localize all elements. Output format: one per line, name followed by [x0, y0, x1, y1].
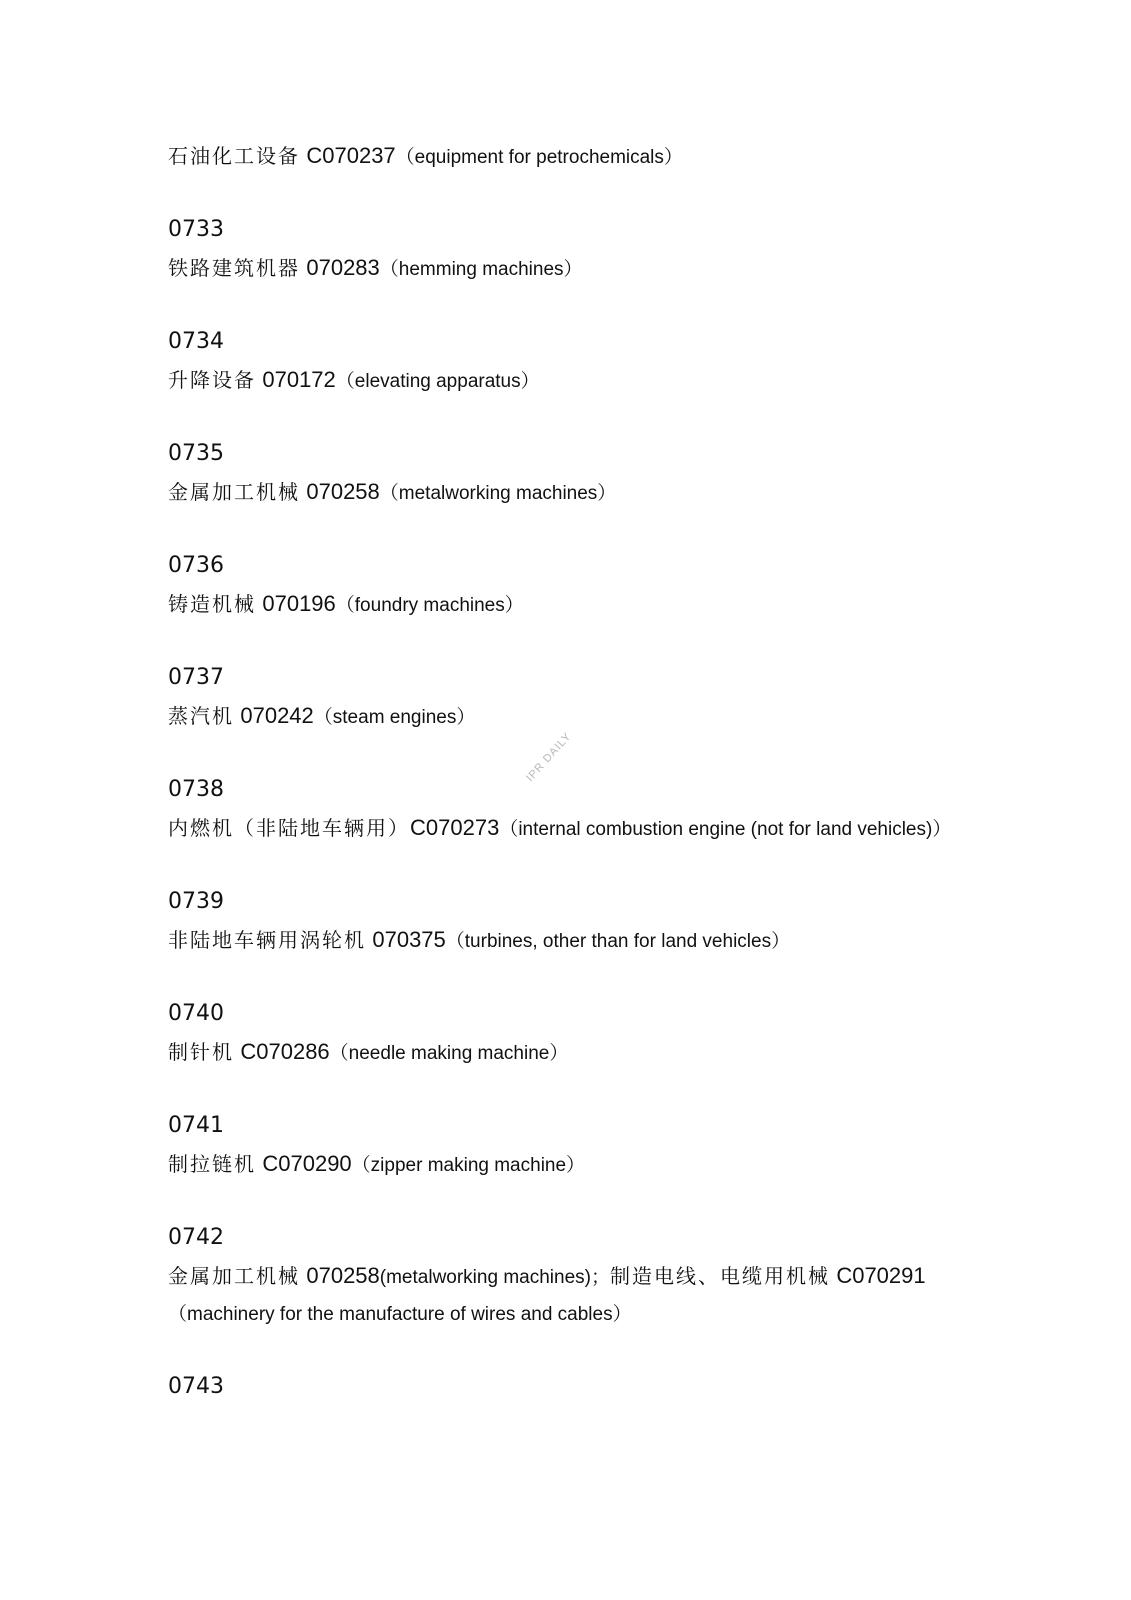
group-code: 0739: [168, 889, 224, 914]
english-term: （elevating apparatus）: [335, 371, 540, 392]
group-code: 0734: [168, 329, 224, 354]
group-code: 0741: [168, 1113, 224, 1138]
class-number: C070273: [410, 815, 500, 840]
class-number: C070237: [306, 143, 396, 168]
entry-line-continuation: [168, 1298, 632, 1330]
chinese-term: 铁路建筑机器: [168, 256, 300, 280]
entry-line: [168, 1261, 926, 1293]
english-term: (metalworking machines)；: [379, 1267, 610, 1288]
class-number-secondary: C070291: [836, 1263, 926, 1288]
chinese-term: 制拉链机: [168, 1152, 256, 1176]
group-code: 0740: [168, 1001, 224, 1026]
entry-line: [168, 925, 790, 957]
chinese-term: 铸造机械: [168, 592, 256, 616]
group-code: 0736: [168, 553, 224, 578]
english-term: （machinery for the manufacture of wires and cables）: [168, 1304, 632, 1325]
chinese-term: 升降设备: [168, 368, 256, 392]
entry-line: [168, 253, 583, 285]
class-number: 070375: [372, 927, 446, 952]
entry-line: [168, 365, 540, 397]
chinese-term: 内燃机（非陆地车辆用）: [168, 816, 410, 840]
entry-line: [168, 477, 616, 509]
group-code: 0738: [168, 777, 224, 802]
entry-line: [168, 813, 951, 845]
group-code: 0733: [168, 217, 224, 242]
class-number: 070172: [262, 367, 336, 392]
english-term: （equipment for petrochemicals）: [395, 147, 683, 168]
english-term: （foundry machines）: [335, 595, 524, 616]
english-term: （needle making machine）: [329, 1043, 569, 1064]
english-term: （internal combustion engine (not for land vehicles)）: [499, 819, 952, 840]
class-number: 070242: [240, 703, 314, 728]
english-term: （steam engines）: [313, 707, 476, 728]
watermark: IPR DAILY: [524, 730, 574, 785]
entry-line: [168, 701, 475, 733]
chinese-term: 非陆地车辆用涡轮机: [168, 928, 366, 952]
entry-line: [168, 589, 524, 621]
chinese-term: 制针机: [168, 1040, 234, 1064]
entry-line: [168, 141, 683, 173]
chinese-term: 蒸汽机: [168, 704, 234, 728]
english-term: （hemming machines）: [379, 259, 583, 280]
english-term: （zipper making machine）: [351, 1155, 586, 1176]
entry-line: [168, 1149, 585, 1181]
chinese-term-secondary: 制造电线、电缆用机械: [609, 1264, 830, 1288]
chinese-term: 金属加工机械: [168, 1264, 300, 1288]
chinese-term: 金属加工机械: [168, 480, 300, 504]
group-code: 0735: [168, 441, 224, 466]
english-term: （metalworking machines）: [379, 483, 617, 504]
group-code: 0742: [168, 1225, 224, 1250]
entry-line: [168, 1037, 568, 1069]
chinese-term: 石油化工设备: [168, 144, 300, 168]
english-term: （turbines, other than for land vehicles）: [445, 931, 791, 952]
class-number: 070283: [306, 255, 380, 280]
class-number: 070258: [306, 479, 380, 504]
class-number: 070196: [262, 591, 336, 616]
class-number: C070286: [240, 1039, 330, 1064]
group-code: 0743: [168, 1374, 224, 1399]
class-number: C070290: [262, 1151, 352, 1176]
class-number: 070258: [306, 1263, 380, 1288]
group-code: 0737: [168, 665, 224, 690]
